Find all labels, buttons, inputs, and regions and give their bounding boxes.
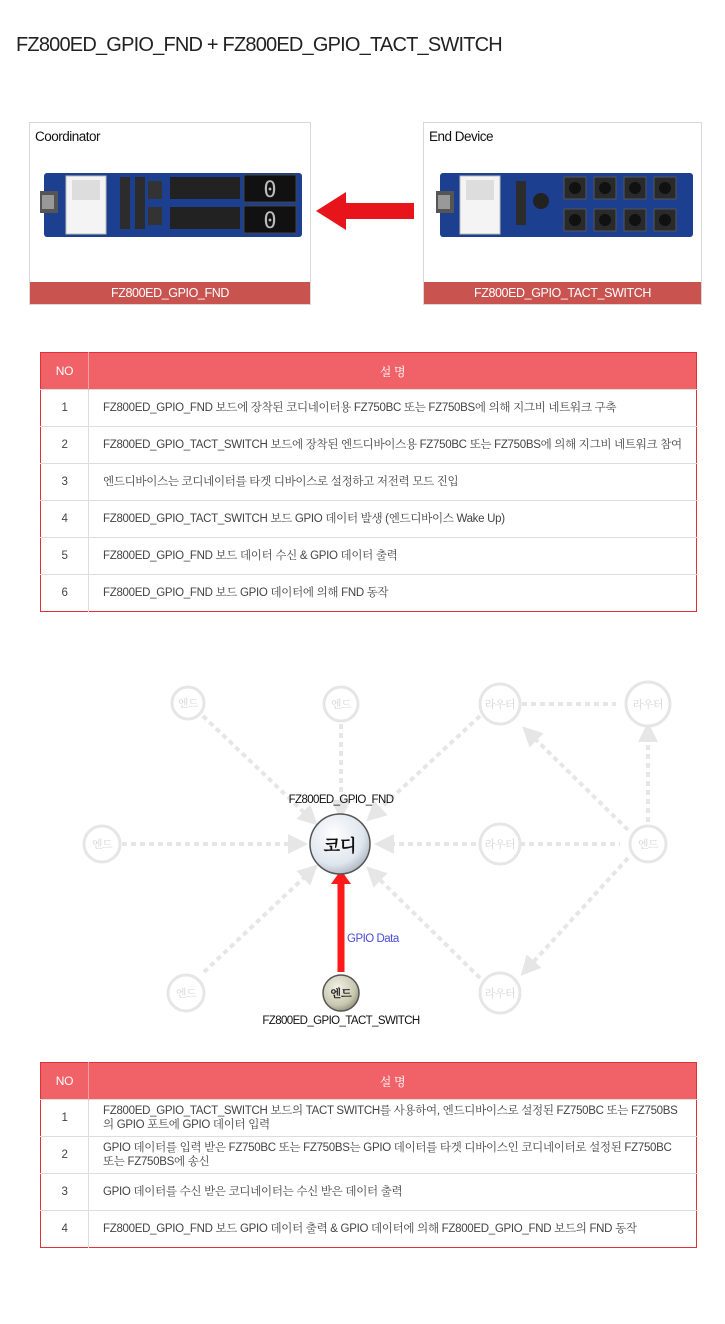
- coordinator-node-caption: FZ800ED_GPIO_FND: [288, 794, 394, 806]
- svg-text:0: 0: [263, 178, 277, 203]
- network-diagram: [0, 660, 725, 1040]
- coordinator-card: [29, 122, 311, 305]
- svg-text:0: 0: [263, 209, 277, 234]
- description-table-2: [40, 1062, 697, 1248]
- no-header: NO: [41, 1063, 89, 1100]
- no-header: NO: [41, 353, 89, 390]
- end-node-label: 엔드: [177, 698, 199, 710]
- left-arrow-icon: [316, 192, 416, 230]
- description-header: 설 명: [89, 353, 697, 390]
- row-number: 4: [41, 501, 89, 538]
- router-node-label: 라우터: [632, 699, 664, 711]
- row-text: FZ800ED_GPIO_FND 보드 GPIO 데이터 출력 & GPIO 데이터에 의해 FZ800ED_GPIO_FND 보드의 FND 동작: [89, 1211, 697, 1248]
- row-number: 5: [41, 538, 89, 575]
- table-row: [41, 390, 697, 427]
- coordinator-caption: FZ800ED_GPIO_FND: [30, 282, 310, 304]
- end-device-caption: FZ800ED_GPIO_TACT_SWITCH: [424, 282, 701, 304]
- table-row: [41, 1211, 697, 1248]
- row-text: FZ800ED_GPIO_TACT_SWITCH 보드 GPIO 데이터 발생 (엔드디바이스 Wake Up): [89, 501, 697, 538]
- table-row: [41, 538, 697, 575]
- gpio-data-label: GPIO Data: [347, 933, 399, 945]
- row-text: FZ800ED_GPIO_FND 보드에 장착된 코디네이터용 FZ750BC 또는 FZ750BS에 의해 지그비 네트워크 구축: [89, 390, 697, 427]
- row-text: GPIO 데이터를 수신 받은 코디네이터는 수신 받은 데이터 출력: [89, 1174, 697, 1211]
- router-node-label: 라우터: [484, 988, 516, 1000]
- row-number: 4: [41, 1211, 89, 1248]
- table-row: [41, 1100, 697, 1137]
- row-text: FZ800ED_GPIO_FND 보드 GPIO 데이터에 의해 FND 동작: [89, 575, 697, 612]
- row-number: 2: [41, 1137, 89, 1174]
- table-row: [41, 501, 697, 538]
- row-number: 6: [41, 575, 89, 612]
- table-row: [41, 1174, 697, 1211]
- row-text: FZ800ED_GPIO_TACT_SWITCH 보드에 장착된 엔드디바이스용 FZ750BC 또는 FZ750BS에 의해 지그비 네트워크 참여: [89, 427, 697, 464]
- end-device-title: End Device: [429, 129, 494, 144]
- table-row: [41, 464, 697, 501]
- end-node-label: 엔드: [330, 699, 352, 711]
- row-text: FZ800ED_GPIO_FND 보드 데이터 수신 & GPIO 데이터 출력: [89, 538, 697, 575]
- row-number: 3: [41, 1174, 89, 1211]
- description-header: 설 명: [89, 1063, 697, 1100]
- row-number: 3: [41, 464, 89, 501]
- table-header-row: [41, 353, 697, 390]
- page-title: FZ800ED_GPIO_FND + FZ800ED_GPIO_TACT_SWITCH: [16, 34, 502, 56]
- end-device-card: [423, 122, 702, 305]
- table-row: [41, 427, 697, 464]
- end-node-caption: FZ800ED_GPIO_TACT_SWITCH: [262, 1015, 420, 1027]
- end-node-label: 엔드: [637, 839, 659, 851]
- tact-switch-board-image: [436, 173, 693, 239]
- fnd-board-image: [40, 173, 302, 239]
- row-number: 1: [41, 390, 89, 427]
- row-number: 2: [41, 427, 89, 464]
- table-header-row: [41, 1063, 697, 1100]
- table-row: [41, 575, 697, 612]
- row-text: GPIO 데이터를 입력 받은 FZ750BC 또는 FZ750BS는 GPIO 데이터를 타겟 디바이스인 코디네이터로 설정된 FZ750BC 또는 FZ750BS에 송신: [89, 1137, 697, 1174]
- row-number: 1: [41, 1100, 89, 1137]
- end-node-label: 엔드: [175, 988, 197, 1000]
- coordinator-title: Coordinator: [35, 129, 101, 144]
- end-node-label: 엔드: [91, 839, 113, 851]
- router-node-label: 라우터: [484, 699, 516, 711]
- router-node-label: 라우터: [484, 839, 516, 851]
- row-text: FZ800ED_GPIO_TACT_SWITCH 보드의 TACT SWITCH를 사용하여, 엔드디바이스로 설정된 FZ750BC 또는 FZ750BS의 GPIO 포트에 GPIO 데이터 입력: [89, 1100, 697, 1137]
- coordinator-node-label: 코디: [323, 836, 357, 856]
- end-node-active-label: 엔드: [330, 988, 352, 1000]
- description-table-1: [40, 352, 697, 612]
- row-text: 엔드디바이스는 코디네이터를 타겟 디바이스로 설정하고 저전력 모드 진입: [89, 464, 697, 501]
- table-row: [41, 1137, 697, 1174]
